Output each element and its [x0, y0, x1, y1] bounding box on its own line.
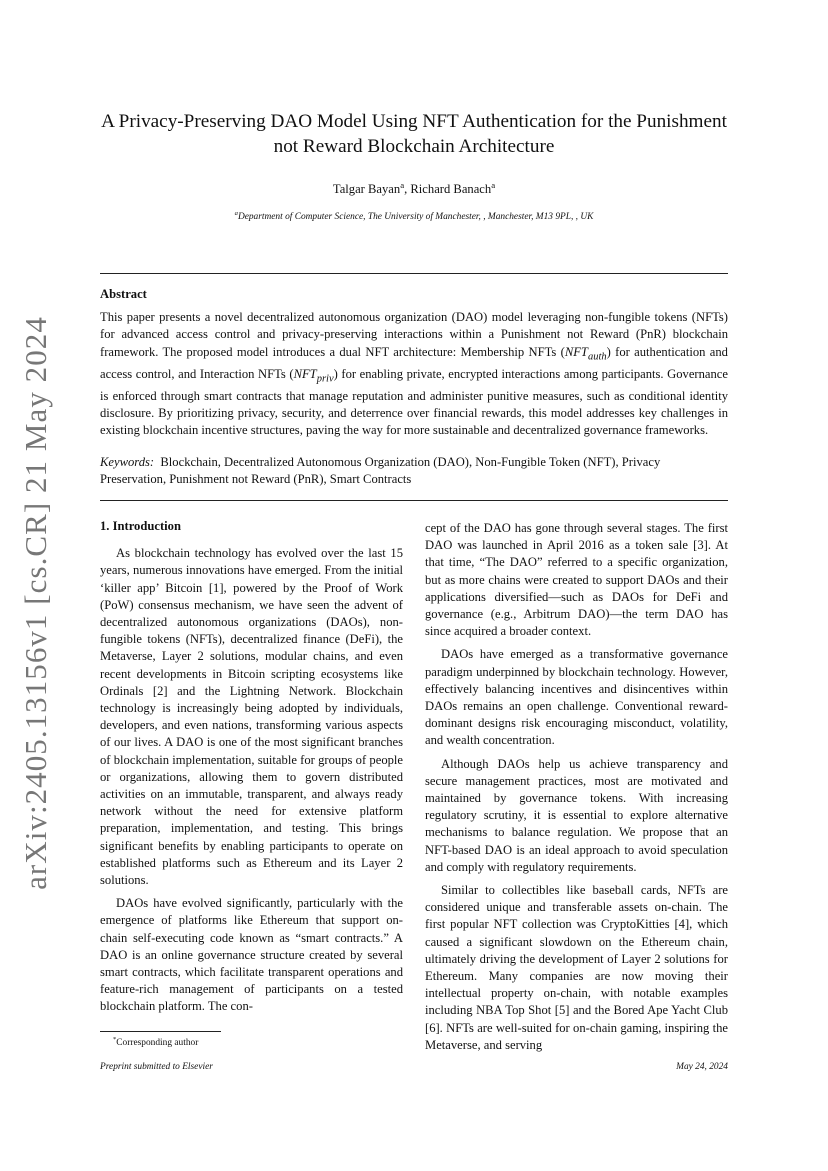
math-base: NFT: [564, 344, 588, 359]
header-rule: [100, 273, 728, 274]
affiliation: [100, 210, 728, 222]
author-separator: ,: [404, 182, 411, 197]
paragraph: DAOs have emerged as a transformative governance paradigm underpinned by blockchain technology. However, effectively balancing incentives and disincentives within DAOs remains an open challenge. Conventional reward-dominant designs risk encouraging misconduct, volatility, and wealth concentration.: [425, 647, 728, 748]
affiliation-mark: a: [400, 180, 405, 190]
abstract-text: ) for enabling private, encrypted interactions among participants. Governance is enforced through smart contracts that manage reputation and administer punitive measures, such as conditional identity disclosure. By prioritizing privacy, security, and deterrence over financial rewards, this model addresses key challenges in existing blockchain incentive structures, paving the way for more sustainable and decentralized governance frameworks.: [100, 366, 728, 438]
affiliation-text: Department of Computer Science, The University of Manchester, , Manchester, M13 9PL, , UK: [237, 212, 594, 223]
affiliation-mark: a: [234, 210, 238, 217]
abstract-body: [100, 309, 728, 440]
abstract-heading: Abstract: [100, 287, 147, 301]
footnote-text: Corresponding author: [116, 1038, 199, 1049]
section-heading: 1. Introduction: [100, 519, 181, 533]
abstract-text: This paper presents a novel decentralized autonomous organization (DAO) model leveraging non-fungible tokens (NFTs) for advanced access control and privacy-preserving interactions within a Punishment not Reward (PnR) blockchain framework. The proposed model introduces a dual NFT architecture: Membership NFTs (: [100, 310, 728, 359]
keywords-label: Keywords:: [100, 455, 155, 469]
author-list: [100, 180, 728, 197]
keywords-text: Blockchain, Decentralized Autonomous Organization (DAO), Non-Fungible Token (NFT), Privacy Preservation, Punishment not Reward (PnR), Smart Contracts: [100, 455, 661, 487]
paper-title: A Privacy-Preserving DAO Model Using NFT Authentication for the Punishment not Reward Blockchain Architecture: [101, 111, 727, 157]
abstract-text: ) for authentication and access control, and Interaction NFTs (: [100, 344, 728, 381]
paragraph: DAOs have evolved significantly, particularly with the emergence of platforms like Ethereum that support on-chain self-executing code known as “smart contracts.” A DAO is an online governance structure created by several smart contracts, which facilitate transparent operations and feature-rich management of participants on a tested blockchain platform. The con-: [100, 896, 403, 1014]
nft-auth-symbol: [564, 344, 607, 363]
arxiv-identifier: arXiv:2405.13156v1 [cs.CR] 21 May 2024: [18, 315, 53, 890]
footer-submission: Preprint submitted to Elsevier: [100, 1062, 213, 1072]
footnote-rule: [100, 1031, 221, 1032]
affiliation-mark: a: [491, 180, 496, 190]
math-subscript: priv: [316, 373, 334, 385]
author-name: Talgar Bayan: [332, 182, 401, 197]
footnote-mark: *: [113, 1036, 117, 1043]
paragraph: As blockchain technology has evolved over the last 15 years, numerous innovations have emerged. From the initial ‘killer app’ Bitcoin [1], powered by the Proof of Work (PoW) consensus mechanism, we have seen the advent of decentralized autonomous organizations (DAOs), non-fungible tokens (NFTs), decentralized finance (DeFi), the Metaverse, Layer 2 solutions, modular chains, and even recent developments in Bitcoin scripting ecosystems like Ordinals [2] and the Lightning Network. Blockchain technology is increasingly being adopted by individuals, developers, and even nations, transforming various aspects of our lives. A DAO is one of the most significant branches of blockchain implementation, suitable for groups of people or organizations, allowing them to govern distributed activities on an immutable, transparent, and always ready network without the need for extensive platform preparation, implementation, and testing. This brings significant benefits by enabling participants to operate on established platforms such as Ethereum and its Layer 2 solutions.: [100, 546, 403, 888]
author-name: Richard Banach: [410, 182, 492, 197]
abstract-rule: [100, 500, 728, 501]
right-column: [425, 520, 728, 1060]
math-subscript: auth: [587, 351, 607, 363]
keywords: [100, 454, 728, 489]
footnote: [113, 1036, 198, 1048]
arxiv-sidebar-stamp: [6, 315, 66, 890]
math-base: NFT: [293, 366, 317, 381]
paragraph: Similar to collectibles like baseball cards, NFTs are considered unique and transferable assets on-chain. The first popular NFT collection was CryptoKitties [4], which caused a significant slowdown on the Ethereum chain, ultimately driving the development of Layer 2 solutions for Ethereum. Many companies are now moving their intellectual property on-chain, with notable examples including NBA Top Shot [5] and the Bored Ape Yacht Club [6]. NFTs are well-suited for on-chain gaming, inspiring the Metaverse, and serving: [425, 883, 728, 1052]
paragraph: Although DAOs help us achieve transparency and secure management practices, most are motivated and maintained by governance tokens. With increasing regulatory scrutiny, it is essential to explore alternative mechanisms to balance regulation. We propose that an NFT-based DAO is an ideal approach to avoid speculation and comply with regulatory requirements.: [425, 756, 728, 874]
paragraph: cept of the DAO has gone through several stages. The first DAO was launched in April 2016 as a token sale [3]. At that time, “The DAO” referred to a specific organization, but as more chains were created to support DAOs and their applications diversified—such as DAOs for DeFi and governance (e.g., Arbitrum DAO)—the term DAO has since acquired a broader context.: [425, 521, 728, 639]
left-column: [100, 518, 403, 1022]
footer-date: May 24, 2024: [676, 1062, 728, 1072]
nft-priv-symbol: [293, 366, 334, 385]
